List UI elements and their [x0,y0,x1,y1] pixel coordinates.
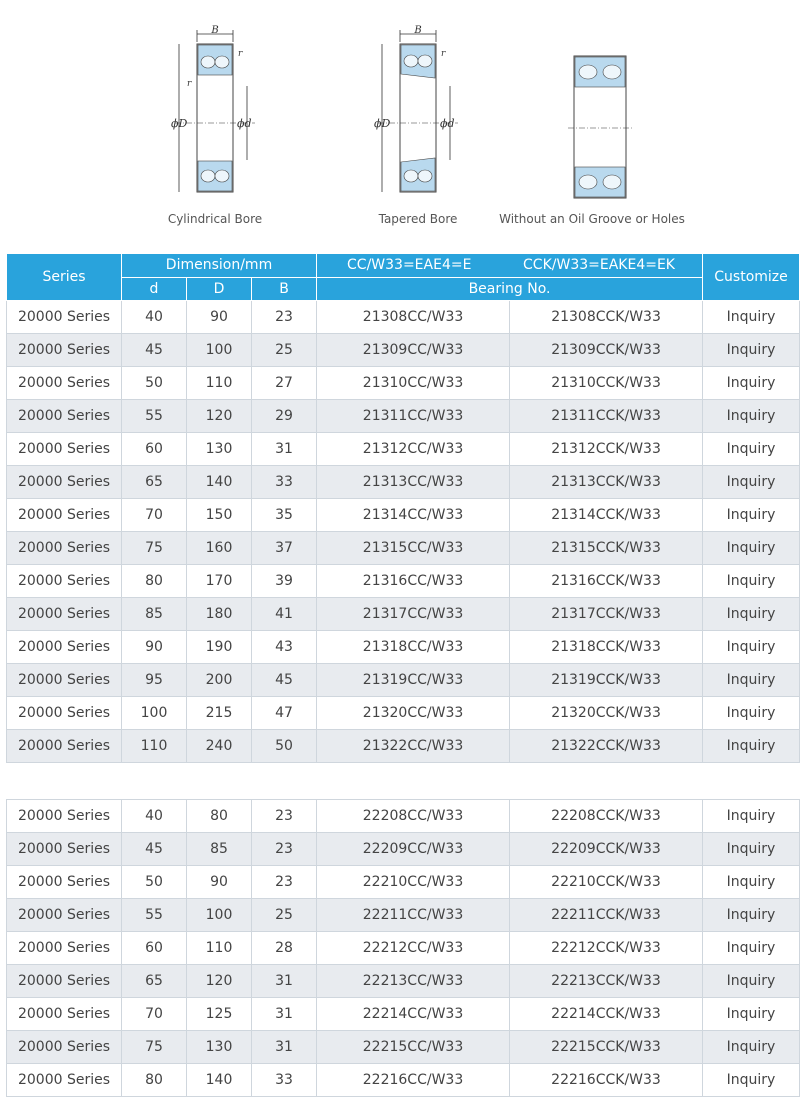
B-cell: 35 [252,499,317,532]
cc-part-number-cell: 21310CC/W33 [317,367,510,400]
B-cell: 43 [252,631,317,664]
cc-part-number-cell: 21315CC/W33 [317,532,510,565]
caption-cylindrical-bore: Cylindrical Bore [167,212,263,226]
cc-part-number-cell: 21314CC/W33 [317,499,510,532]
D-cell: 100 [187,899,252,932]
header-bearing-codes [317,254,703,278]
cc-part-number-cell: 21318CC/W33 [317,631,510,664]
table-row [7,899,800,932]
inquiry-link[interactable]: Inquiry [703,565,800,598]
cck-part-number-cell: 21311CCK/W33 [510,400,703,433]
inquiry-link[interactable]: Inquiry [703,800,800,833]
inquiry-link[interactable]: Inquiry [703,932,800,965]
B-cell: 27 [252,367,317,400]
d-cell: 90 [122,631,187,664]
bearing-table-222 [6,799,800,1097]
header-dimension: Dimension/mm [122,254,317,278]
B-cell: 25 [252,899,317,932]
series-cell: 20000 Series [7,433,122,466]
series-cell: 20000 Series [7,730,122,763]
table-row [7,833,800,866]
cc-part-number-cell: 21308CC/W33 [317,301,510,334]
inquiry-link[interactable]: Inquiry [703,301,800,334]
d-cell: 65 [122,466,187,499]
series-cell: 20000 Series [7,367,122,400]
d-cell: 65 [122,965,187,998]
B-cell: 23 [252,833,317,866]
series-cell: 20000 Series [7,866,122,899]
table-row [7,466,800,499]
table-row [7,301,800,334]
table-row [7,730,800,763]
D-cell: 150 [187,499,252,532]
cck-part-number-cell: 21315CCK/W33 [510,532,703,565]
cc-part-number-cell: 21319CC/W33 [317,664,510,697]
cck-part-number-cell: 21308CCK/W33 [510,301,703,334]
cc-part-number-cell: 22209CC/W33 [317,833,510,866]
D-cell: 120 [187,965,252,998]
d-cell: 45 [122,833,187,866]
D-cell: 110 [187,932,252,965]
cc-part-number-cell: 21312CC/W33 [317,433,510,466]
d-cell: 40 [122,800,187,833]
D-cell: 130 [187,433,252,466]
inquiry-link[interactable]: Inquiry [703,664,800,697]
B-cell: 28 [252,932,317,965]
D-cell: 200 [187,664,252,697]
d-cell: 60 [122,932,187,965]
series-cell: 20000 Series [7,932,122,965]
table-row [7,631,800,664]
series-cell: 20000 Series [7,598,122,631]
cylindrical-bore-diagram [165,0,265,205]
D-cell: 240 [187,730,252,763]
B-cell: 25 [252,334,317,367]
caption-no-oil-groove: Without an Oil Groove or Holes [499,212,685,226]
cc-part-number-cell: 22213CC/W33 [317,965,510,998]
bearing-diagrams [0,0,800,250]
series-cell: 20000 Series [7,400,122,433]
D-cell: 120 [187,400,252,433]
d-cell: 40 [122,301,187,334]
D-cell: 85 [187,833,252,866]
table-row [7,800,800,833]
table-row [7,598,800,631]
series-cell: 20000 Series [7,466,122,499]
D-cell: 170 [187,565,252,598]
D-cell: 130 [187,1031,252,1064]
header-B: B [252,277,317,301]
d-cell: 80 [122,565,187,598]
table-row [7,499,800,532]
cc-part-number-cell: 21316CC/W33 [317,565,510,598]
header-d: d [122,277,187,301]
no-oil-groove-diagram [560,0,640,205]
series-cell: 20000 Series [7,899,122,932]
B-cell: 23 [252,301,317,334]
bearing-table-213 [6,253,800,763]
B-cell: 31 [252,998,317,1031]
cck-part-number-cell: 21309CCK/W33 [510,334,703,367]
inquiry-link[interactable]: Inquiry [703,598,800,631]
inquiry-link[interactable]: Inquiry [703,499,800,532]
inquiry-link[interactable]: Inquiry [703,866,800,899]
series-cell: 20000 Series [7,664,122,697]
D-cell: 100 [187,334,252,367]
caption-tapered-bore: Tapered Bore [378,212,458,226]
B-cell: 45 [252,664,317,697]
d-cell: 75 [122,532,187,565]
series-cell: 20000 Series [7,499,122,532]
series-cell: 20000 Series [7,301,122,334]
d-cell: 100 [122,697,187,730]
cck-part-number-cell: 21316CCK/W33 [510,565,703,598]
cck-part-number-cell: 21319CCK/W33 [510,664,703,697]
table-row [7,400,800,433]
B-cell: 31 [252,433,317,466]
d-cell: 70 [122,998,187,1031]
B-cell: 31 [252,965,317,998]
table-row [7,334,800,367]
cck-part-number-cell: 22210CCK/W33 [510,866,703,899]
dim-r-label: r [441,49,446,59]
inquiry-link[interactable]: Inquiry [703,631,800,664]
cck-part-number-cell: 21318CCK/W33 [510,631,703,664]
table-row [7,932,800,965]
cc-part-number-cell: 21309CC/W33 [317,334,510,367]
inquiry-link[interactable]: Inquiry [703,367,800,400]
cc-part-number-cell: 21320CC/W33 [317,697,510,730]
inquiry-link[interactable]: Inquiry [703,730,800,763]
d-cell: 50 [122,866,187,899]
cc-part-number-cell: 22214CC/W33 [317,998,510,1031]
table-row [7,866,800,899]
d-cell: 55 [122,899,187,932]
D-cell: 215 [187,697,252,730]
D-cell: 90 [187,301,252,334]
dim-B-label: B [414,25,422,36]
inquiry-link[interactable]: Inquiry [703,1031,800,1064]
cck-part-number-cell: 21322CCK/W33 [510,730,703,763]
inquiry-link[interactable]: Inquiry [703,334,800,367]
cck-part-number-cell: 21317CCK/W33 [510,598,703,631]
dim-r2-label: r [187,79,192,89]
series-cell: 20000 Series [7,631,122,664]
series-cell: 20000 Series [7,1064,122,1097]
cck-part-number-cell: 21312CCK/W33 [510,433,703,466]
cc-part-number-cell: 22215CC/W33 [317,1031,510,1064]
cc-part-number-cell: 21317CC/W33 [317,598,510,631]
d-cell: 55 [122,400,187,433]
B-cell: 33 [252,466,317,499]
header-cc: CC/W33=EAE4=E [347,257,472,273]
inquiry-link[interactable]: Inquiry [703,965,800,998]
dim-d-label: ϕd [440,117,455,130]
inquiry-link[interactable]: Inquiry [703,899,800,932]
table-row [7,532,800,565]
series-cell: 20000 Series [7,998,122,1031]
B-cell: 47 [252,697,317,730]
B-cell: 29 [252,400,317,433]
B-cell: 39 [252,565,317,598]
cc-part-number-cell: 22216CC/W33 [317,1064,510,1097]
series-cell: 20000 Series [7,334,122,367]
D-cell: 140 [187,1064,252,1097]
D-cell: 110 [187,367,252,400]
B-cell: 23 [252,866,317,899]
d-cell: 50 [122,367,187,400]
inquiry-link[interactable]: Inquiry [703,466,800,499]
cc-part-number-cell: 22211CC/W33 [317,899,510,932]
cck-part-number-cell: 22216CCK/W33 [510,1064,703,1097]
header-bearing-no: Bearing No. [317,277,703,301]
cc-part-number-cell: 21311CC/W33 [317,400,510,433]
d-cell: 75 [122,1031,187,1064]
table-row [7,998,800,1031]
table-row [7,433,800,466]
cck-part-number-cell: 22214CCK/W33 [510,998,703,1031]
dim-D-label: ϕD [171,117,188,130]
inquiry-link[interactable]: Inquiry [703,998,800,1031]
D-cell: 140 [187,466,252,499]
cc-part-number-cell: 21313CC/W33 [317,466,510,499]
table-row [7,664,800,697]
header-cck: CCK/W33=EAKE4=EK [523,257,675,273]
tapered-bore-diagram [368,0,468,205]
table-row [7,1031,800,1064]
B-cell: 33 [252,1064,317,1097]
dim-D-label: ϕD [374,117,391,130]
cck-part-number-cell: 22211CCK/W33 [510,899,703,932]
table-row [7,1064,800,1097]
inquiry-link[interactable]: Inquiry [703,400,800,433]
inquiry-link[interactable]: Inquiry [703,433,800,466]
header-series: Series [7,254,122,301]
dim-d-label: ϕd [237,117,252,130]
cck-part-number-cell: 21313CCK/W33 [510,466,703,499]
dim-B-label: B [211,25,219,36]
header-D: D [187,277,252,301]
cck-part-number-cell: 22212CCK/W33 [510,932,703,965]
inquiry-link[interactable]: Inquiry [703,532,800,565]
table-row [7,697,800,730]
d-cell: 110 [122,730,187,763]
series-cell: 20000 Series [7,800,122,833]
D-cell: 90 [187,866,252,899]
cc-part-number-cell: 22212CC/W33 [317,932,510,965]
B-cell: 23 [252,800,317,833]
inquiry-link[interactable]: Inquiry [703,697,800,730]
series-cell: 20000 Series [7,833,122,866]
cck-part-number-cell: 21320CCK/W33 [510,697,703,730]
d-cell: 95 [122,664,187,697]
cck-part-number-cell: 22208CCK/W33 [510,800,703,833]
D-cell: 190 [187,631,252,664]
D-cell: 80 [187,800,252,833]
series-cell: 20000 Series [7,532,122,565]
header-customize: Customize [703,254,800,301]
d-cell: 70 [122,499,187,532]
table-row [7,565,800,598]
cck-part-number-cell: 22209CCK/W33 [510,833,703,866]
inquiry-link[interactable]: Inquiry [703,833,800,866]
d-cell: 85 [122,598,187,631]
d-cell: 60 [122,433,187,466]
B-cell: 31 [252,1031,317,1064]
B-cell: 41 [252,598,317,631]
d-cell: 45 [122,334,187,367]
D-cell: 125 [187,998,252,1031]
cc-part-number-cell: 22210CC/W33 [317,866,510,899]
cc-part-number-cell: 22208CC/W33 [317,800,510,833]
series-cell: 20000 Series [7,565,122,598]
cc-part-number-cell: 21322CC/W33 [317,730,510,763]
B-cell: 50 [252,730,317,763]
cck-part-number-cell: 21310CCK/W33 [510,367,703,400]
table-row [7,965,800,998]
series-cell: 20000 Series [7,1031,122,1064]
D-cell: 160 [187,532,252,565]
cck-part-number-cell: 22213CCK/W33 [510,965,703,998]
D-cell: 180 [187,598,252,631]
d-cell: 80 [122,1064,187,1097]
table-row [7,367,800,400]
cck-part-number-cell: 22215CCK/W33 [510,1031,703,1064]
dim-r-label: r [238,49,243,59]
series-cell: 20000 Series [7,965,122,998]
cck-part-number-cell: 21314CCK/W33 [510,499,703,532]
series-cell: 20000 Series [7,697,122,730]
B-cell: 37 [252,532,317,565]
inquiry-link[interactable]: Inquiry [703,1064,800,1097]
